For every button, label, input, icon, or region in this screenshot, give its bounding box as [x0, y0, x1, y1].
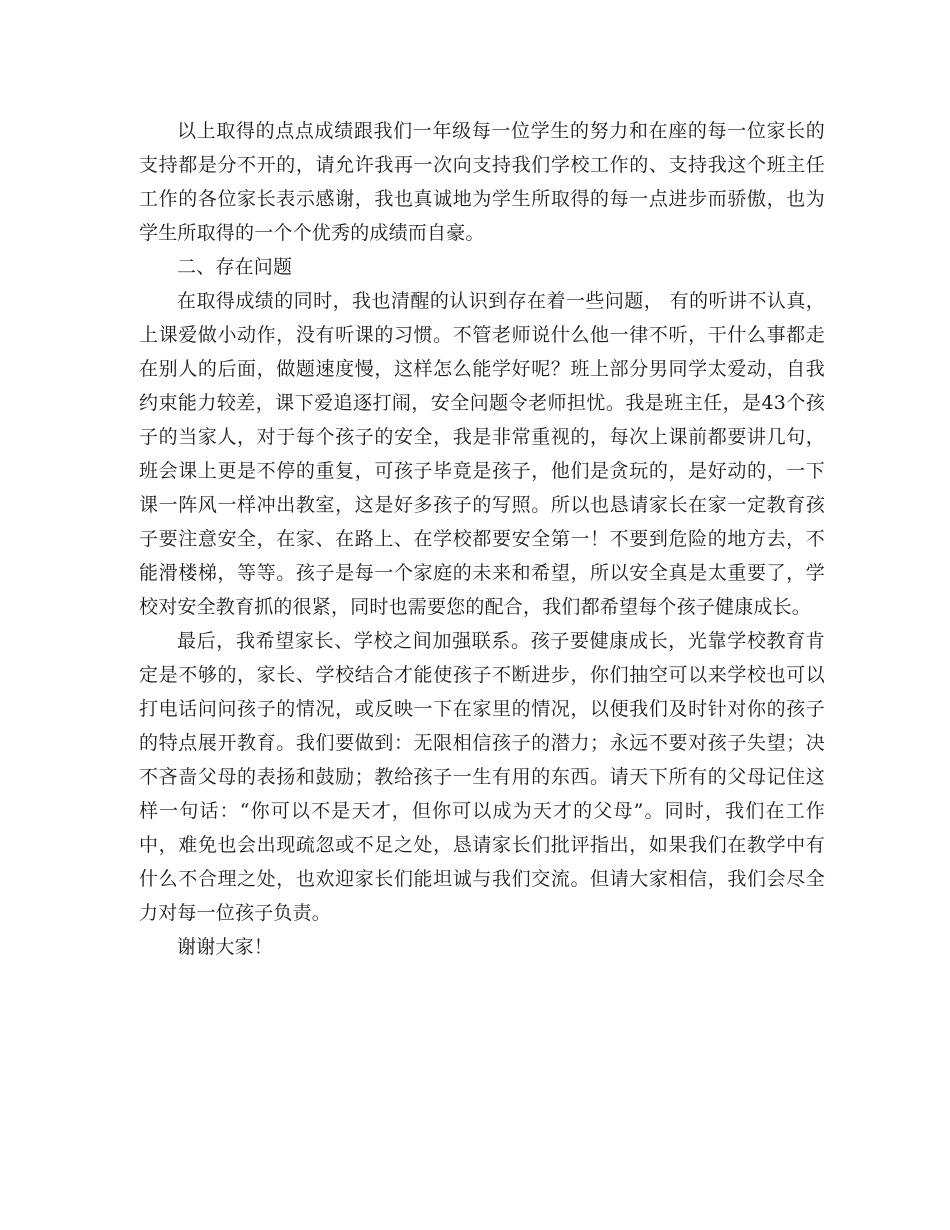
paragraph-problems: 在取得成绩的同时，我也清醒的认识到存在着一些问题， 有的听讲不认真，上课爱做小动作，没有听课的习惯。不管老师说什么他一律不听，干什么事都走在别人的后面，做题速度慢，这样怎么能学好呢？班上部分男同学太爱动，自我约束能力较差，课下爱追逐打闹，安全问题令老师担忧。我是班主任，是43个孩子的当家人，对于每个孩子的安全，我是非常重视的，每次上课前都要讲几句，班会课上更是不停的重复，可孩子毕竟是孩子，他们是贪玩的，是好动的，一下课一阵风一样冲出教室，这是好多孩子的写照。所以也恳请家长在家一定教育孩子要注意安全，在家、在路上、在学校都要安全第一！不要到危险的地方去，不能滑楼梯，等等。孩子是每一个家庭的未来和希望，所以安全真是太重要了，学校对安全教育抓的很紧，同时也需要您的配合，我们都希望每个孩子健康成长。 [139, 290, 825, 618]
document-body [139, 114, 825, 964]
paragraph-achievements: 以上取得的点点成绩跟我们一年级每一位学生的努力和在座的每一位家长的支持都是分不开的，请允许我再一次向支持我们学校工作的、支持我这个班主任工作的各位家长表示感谢，我也真诚地为学生所取得的每一点进步而骄傲，也为学生所取得的一个个优秀的成绩而自豪。 [139, 120, 825, 244]
section-heading-problems: 二、存在问题 [177, 256, 293, 278]
paragraph-thanks: 谢谢大家！ [177, 936, 274, 958]
paragraph-closing-request: 最后，我希望家长、学校之间加强联系。孩子要健康成长，光靠学校教育肯定是不够的，家长、学校结合才能使孩子不断进步，你们抽空可以来学校也可以打电话问问孩子的情况，或反映一下在家里的情况，以便我们及时针对你的孩子的特点展开教育。我们要做到：无限相信孩子的潜力；永远不要对孩子失望；决不吝啬父母的表扬和鼓励；教给孩子一生有用的东西。请天下所有的父母记住这样一句话：“你可以不是天才，但你可以成为天才的父母”。同时，我们在工作中，难免也会出现疏忽或不足之处，恳请家长们批评指出，如果我们在教学中有什么不合理之处，也欢迎家长们能坦诚与我们交流。但请大家相信，我们会尽全力对每一位孩子负责。 [139, 630, 825, 924]
